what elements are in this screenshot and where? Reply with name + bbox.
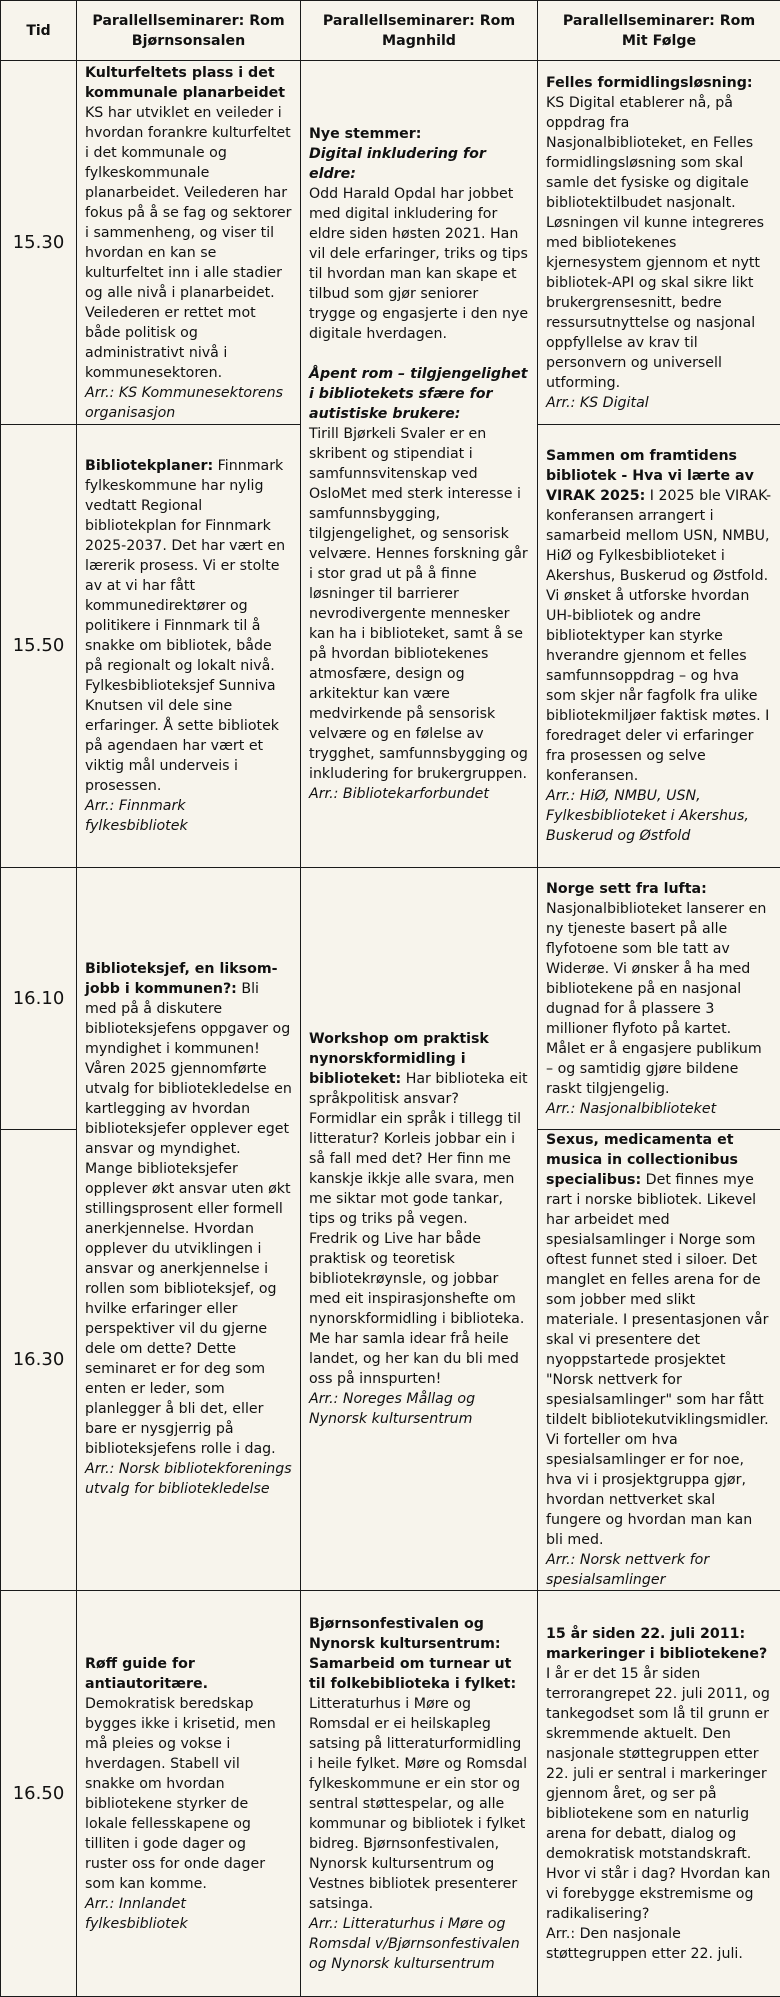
session-arranger: Arr.: KS Digital xyxy=(546,393,772,413)
time-1610: 16.10 xyxy=(1,868,77,1130)
session-norge-fra-lufta xyxy=(538,868,780,1130)
header-col3: Parallellseminarer: Rom Mit Følge xyxy=(538,1,780,61)
session-kulturfeltet xyxy=(77,61,301,425)
session-22-juli xyxy=(538,1591,780,1997)
session-arranger: Arr.: KS Kommunesektorens organisasjon xyxy=(85,383,292,423)
session-title: 15 år siden 22. juli 2011: markeringer i bibliotekene? xyxy=(546,1624,772,1664)
session-body: Demokratisk beredskap bygges ikke i krisetid, men må pleies og vokse i hverdagen. Stabell vil snakke om hvordan bibliotekene styrker de lokale fellesskapene og tilliten i gode dager og ruster oss for onde dager som kan komme. xyxy=(85,1694,292,1894)
session-virak xyxy=(538,425,780,868)
session-body: Finnmark fylkeskommune har nylig vedtatt Regional bibliotekplan for Finnmark 2025-2037. Det har vært en lærerik prosess. Vi er stolte av at vi har fått kommunedirektører og politikere i Finnmark til å snakke om bibliotek, både på regionalt og lokalt nivå. Fylkesbiblioteksjef Sunniva Knutsen vil dele sine erfaringer. Å sette bibliotek på agendaen har vært et viktig mål underveis i prosessen. xyxy=(85,458,285,794)
time-1530: 15.30 xyxy=(1,61,77,425)
header-col1: Parallellseminarer: Rom Bjørnsonsalen xyxy=(77,1,301,61)
session-title-2: Åpent rom – tilgjengelighet i bibliotekets sfære for autistiske brukere: xyxy=(309,364,529,424)
session-body: Det finnes mye rart i norske bibliotek. Likevel har arbeidet med spesialsamlinger i Norge som oftest funnet sted i siloer. Det manglet en felles arena for de som jobber med slikt materiale. I presentasjonen vår skal vi presentere det nyoppstartede prosjektet "Norsk nettverk for spesialsamlinger" som har fått tildelt bibliotekutviklingsmidler. Vi forteller om hva spesialsamlinger er for noe, hva vi i prosjektgruppa gjør, hvordan nettverket skal fungere og hvordan man kan bli med. xyxy=(546,1172,769,1548)
session-nye-stemmer xyxy=(301,61,538,868)
session-title: Bjørnsonfestivalen og Nynorsk kultursentrum: Samarbeid om turnear ut til folkebiblioteka i fylket: xyxy=(309,1614,529,1694)
session-arranger: Arr.: Norsk bibliotekforenings utvalg for bibliotekledelse xyxy=(85,1459,292,1499)
session-arranger: Arr.: Finnmark fylkesbibliotek xyxy=(85,796,292,836)
session-roff-guide xyxy=(77,1591,301,1997)
session-title: Felles formidlingsløsning: xyxy=(546,75,753,91)
session-body: KS Digital etablerer nå, på oppdrag fra Nasjonalbiblioteket, en Felles formidlingsløsning som skal samle det fysiske og digitale bibliotektilbudet nasjonalt. Løsningen vil kunne integreres med bibliotekenes kjernesystem gjennom et nytt bibliotek-API og skal sikre likt brukergrensesnitt, bedre ressursutnyttelse og nasjonal oppfyllelse av krav til personvern og universell utforming. xyxy=(546,95,764,391)
session-title: Workshop om praktisk nynorskformidling i biblioteket: xyxy=(309,1031,489,1087)
session-body-2: Tirill Bjørkeli Svaler er en skribent og stipendiat i samfunnsvitenskap ved OsloMet med sterk interesse i samfunnsbygging, tilgjengelighet, og sensorisk velvære. Hennes forskning går i stor grad ut på å finne løsninger til barrierer nevrodivergente mennesker kan ha i biblioteket, samt å se på hvordan bibliotekenes atmosfære, design og arkitektur kan være medvirkende på sensorisk velvære og en følelse av trygghet, samfunnsbygging og inkludering for brukergruppen. xyxy=(309,424,529,784)
session-title: Bibliotekplaner: xyxy=(85,458,213,474)
session-title: Røff guide for antiautoritære. xyxy=(85,1654,292,1694)
session-arranger: Arr.: Den nasjonale støttegruppen etter 22. juli. xyxy=(546,1924,772,1964)
session-nynorsk-workshop xyxy=(301,868,538,1591)
header-col2: Parallellseminarer: Rom Magnhild xyxy=(301,1,538,61)
session-bibliotekplaner xyxy=(77,425,301,868)
session-heading: Nye stemmer: xyxy=(309,124,529,144)
session-body: I år er det 15 år siden terrorangrepet 22. juli 2011, og tankegodset som lå til grunn er skremmende aktuelt. Den nasjonale støttegruppen etter 22. juli er sentral i markeringer gjennom året, og ser på bibliotekene som en naturlig arena for debatt, dialog og demokratisk motstandskraft. Hvor vi står i dag? Hvordan kan vi forebygge ekstremisme og radikalisering? xyxy=(546,1664,772,1924)
session-biblioteksjef xyxy=(77,868,301,1591)
time-1550: 15.50 xyxy=(1,425,77,868)
session-body-2: Fredrik og Live har både praktisk og teoretisk bibliotekrøynsle, og jobbar med eit inspirasjonshefte om nynorskformidling i biblioteka. Me har samla idear frå heile landet, og her kan du bli med oss på innspurten! xyxy=(309,1229,529,1389)
session-arranger: Arr.: HiØ, NMBU, USN, Fylkesbiblioteket i Akershus, Buskerud og Østfold xyxy=(546,786,772,846)
session-arranger: Arr.: Norsk nettverk for spesialsamlinger xyxy=(546,1550,772,1590)
session-title: Kulturfeltets plass i det kommunale planarbeidet xyxy=(85,63,292,103)
session-arranger: Arr.: Innlandet fylkesbibliotek xyxy=(85,1894,292,1934)
session-body: Bli med på å diskutere biblioteksjefens oppgaver og myndighet i kommunen! Våren 2025 gjennomførte utvalg for bibliotekledelse en kartlegging av hvordan biblioteksjefer opplever eget ansvar og myndighet. Mange biblioteksjefer opplever økt ansvar uten økt stillingsprosent eller formell anerkjennelse. Hvordan opplever du utviklingen i ansvar og anerkjennelse i rollen som biblioteksjef, og hvilke erfaringer eller perspektiver vil du gjerne dele om dette? Dette seminaret er for deg som enten er leder, som planlegger å bli det, eller bare er nysgjerrig på biblioteksjefens rolle i dag. xyxy=(85,981,292,1457)
session-arranger: Arr.: Noreges Mållag og Nynorsk kultursentrum xyxy=(309,1389,529,1429)
session-body: KS har utviklet en veileder i hvordan forankre kulturfeltet i det kommunale og fylkeskommunale planarbeidet. Veilederen har fokus på å se fag og sektorer i sammenheng, og viser til hvordan en kan se kulturfeltet inn i alle stadier og alle nivå i planarbeidet. Veilederen er rettet mot både politisk og administrativt nivå i kommunesektoren. xyxy=(85,105,291,381)
session-arranger: Arr.: Litteraturhus i Møre og Romsdal v/Bjørnsonfestivalen og Nynorsk kultursentrum xyxy=(309,1914,529,1974)
session-title: Biblioteksjef, en liksom-jobb i kommunen?: xyxy=(85,961,278,997)
session-body: I 2025 ble VIRAK-konferansen arrangert i samarbeid mellom USN, NMBU, HiØ og Fylkesbiblioteket i Akershus, Buskerud og Østfold. Vi ønsket å utforske hvordan UH-bibliotek og andre bibliotektyper kan styrke hverandre gjennom et felles samfunnsoppdrag – og hva som skjer når fagfolk fra ulike bibliotekmiljøer faktisk møtes. I foredraget deler vi erfaringer fra prosessen og selve konferansen. xyxy=(546,488,771,784)
session-body: Har biblioteka eit språkpolitisk ansvar? Formidlar ein språk i tillegg til litteratur? Korleis jobbar ein i så fall med det? Her finn me kanskje ikkje alle svara, men me siktar mot gode tankar, tips og triks på vegen. xyxy=(309,1071,528,1227)
session-arranger: Arr.: Bibliotekarforbundet xyxy=(309,784,529,804)
session-title: Digital inkludering for eldre: xyxy=(309,144,529,184)
session-bjornsonfestivalen xyxy=(301,1591,538,1997)
session-felles-formidling xyxy=(538,61,780,425)
session-body: Litteraturhus i Møre og Romsdal er ei heilskapleg satsing på litteraturformidling i heile fylket. Møre og Romsdal fylkeskommune er ein stor og sentral støttespelar, og alle kommunar og bibliotek i fylket bidreg. Bjørnsonfestivalen, Nynorsk kultursentrum og Vestnes bibliotek presenterer satsinga. xyxy=(309,1694,529,1914)
session-arranger: Arr.: Nasjonalbiblioteket xyxy=(546,1099,772,1119)
session-body: Nasjonalbiblioteket lanserer en ny tjeneste basert på alle flyfotoene som ble tatt av Widerøe. Vi ønsker å ha med bibliotekene på en nasjonal dugnad for å plassere 3 millioner flyfoto på kartet. Målet er å engasjere publikum – og samtidig gjøre bildene raskt tilgjengelig. xyxy=(546,901,766,1097)
header-time: Tid xyxy=(1,1,77,61)
time-1650: 16.50 xyxy=(1,1591,77,1997)
time-1630: 16.30 xyxy=(1,1130,77,1591)
session-title: Norge sett fra lufta: xyxy=(546,879,772,899)
session-body: Odd Harald Opdal har jobbet med digital inkludering for eldre siden høsten 2021. Han vil dele erfaringer, triks og tips til hvordan man kan skape et tilbud som gjør seniorer trygge og engasjerte i den nye digitale hverdagen. xyxy=(309,184,529,344)
session-spesialsamlinger xyxy=(538,1130,780,1591)
session-title: Sexus, medicamenta et musica in collectionibus specialibus: xyxy=(546,1132,738,1188)
session-title: Sammen om framtidens bibliotek - Hva vi lærte av VIRAK 2025: xyxy=(546,448,754,504)
